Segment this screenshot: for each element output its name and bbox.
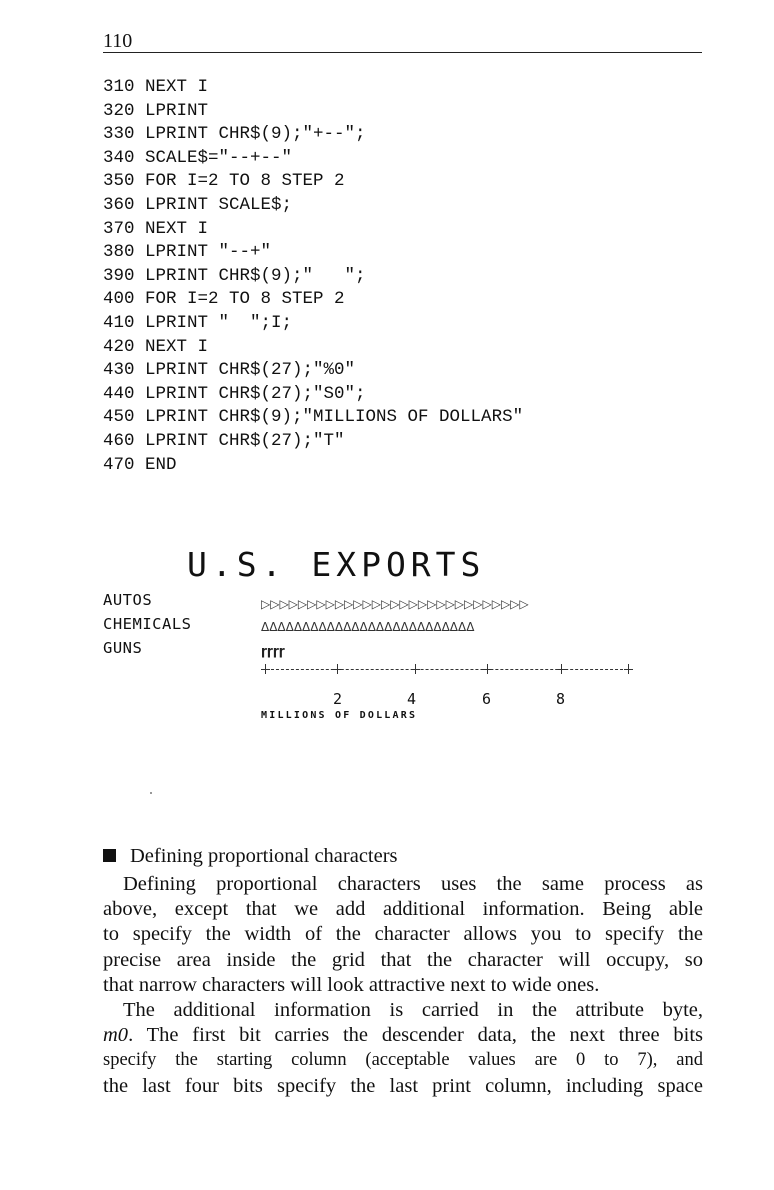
text-line: to specify the width of the character allows you to specify the <box>103 923 703 946</box>
text-line <box>103 1023 703 1048</box>
code-line: 320 LPRINT <box>103 100 209 121</box>
axis-tick <box>483 663 492 675</box>
page-number: 110 <box>103 30 133 52</box>
code-line: 410 LPRINT " ";I; <box>103 312 293 333</box>
paragraph-1 <box>103 872 703 998</box>
code-line: 330 LPRINT CHR$(9);"+--"; <box>103 124 366 145</box>
stray-mark <box>150 792 152 794</box>
axis-tick <box>261 663 270 675</box>
text-line: Defining proportional characters uses the same process as <box>123 873 703 895</box>
text-line: precise area inside the grid that the character will occupy, so <box>103 948 703 971</box>
axis-tick <box>411 663 420 675</box>
code-line: 350 FOR I=2 TO 8 STEP 2 <box>103 171 345 192</box>
bar-guns: ɼɼɼɼ <box>261 644 285 658</box>
code-line: 390 LPRINT CHR$(9);" "; <box>103 265 366 286</box>
tick-label: 8 <box>556 690 566 708</box>
code-line: 340 SCALE$="--+--" <box>103 147 293 168</box>
tick-label: 6 <box>482 690 492 708</box>
code-line: 360 LPRINT SCALE$; <box>103 194 293 215</box>
text-line: the last four bits specify the last print column, including space <box>103 1074 703 1097</box>
code-line: 470 END <box>103 454 177 475</box>
printout-title: U.S. EXPORTS <box>187 545 486 584</box>
text-line-rest: . The first bit carries the descender data, the next three bits <box>128 1024 703 1047</box>
bar-autos: ▷▷▷▷▷▷▷▷▷▷▷▷▷▷▷▷▷▷▷▷▷▷▷▷▷▷▷▷▷ <box>261 597 529 611</box>
code-line: 430 LPRINT CHR$(27);"%0" <box>103 360 356 381</box>
text-line: The additional information is carried in the attribute byte, <box>123 999 703 1022</box>
code-line: 440 LPRINT CHR$(27);"S0"; <box>103 383 366 404</box>
axis-caption: MILLIONS OF DOLLARS <box>261 710 418 721</box>
code-line: 420 NEXT I <box>103 336 209 357</box>
code-line: 380 LPRINT "--+" <box>103 242 272 263</box>
row-label-guns: GUNS <box>103 639 143 657</box>
section-heading-text: Defining proportional characters <box>130 845 398 867</box>
text-line: that narrow characters will look attractive next to wide ones. <box>103 973 600 996</box>
header-rule <box>103 52 702 53</box>
italic-term: m0 <box>103 1024 129 1047</box>
bullet-square-icon <box>103 849 116 862</box>
axis-line <box>261 669 633 670</box>
text-line: specify the starting column (acceptable values are 0 to 7), and <box>103 1050 703 1071</box>
row-label-autos: AUTOS <box>103 591 153 609</box>
bar-chemicals: ᐃᐃᐃᐃᐃᐃᐃᐃᐃᐃᐃᐃᐃᐃᐃᐃᐃᐃᐃᐃᐃᐃᐃᐃᐃᐃ <box>261 620 475 634</box>
body-text <box>103 872 703 1099</box>
row-label-chemicals: CHEMICALS <box>103 615 192 633</box>
code-line: 370 NEXT I <box>103 218 209 239</box>
axis-tick <box>624 663 633 675</box>
tick-label: 4 <box>407 690 417 708</box>
code-line: 400 FOR I=2 TO 8 STEP 2 <box>103 289 345 310</box>
code-line: 310 NEXT I <box>103 77 209 97</box>
section-heading <box>103 845 398 868</box>
axis-tick <box>333 663 342 675</box>
axis-tick <box>557 663 566 675</box>
text-line: above, except that we add additional information. Being able <box>103 898 703 921</box>
code-line: 450 LPRINT CHR$(9);"MILLIONS OF DOLLARS" <box>103 407 524 428</box>
paragraph-2 <box>103 998 703 1099</box>
tick-label: 2 <box>333 690 343 708</box>
code-line: 460 LPRINT CHR$(27);"T" <box>103 430 345 451</box>
axis-scale <box>261 663 633 675</box>
code-listing <box>103 76 523 477</box>
printer-output-sample <box>103 545 703 721</box>
